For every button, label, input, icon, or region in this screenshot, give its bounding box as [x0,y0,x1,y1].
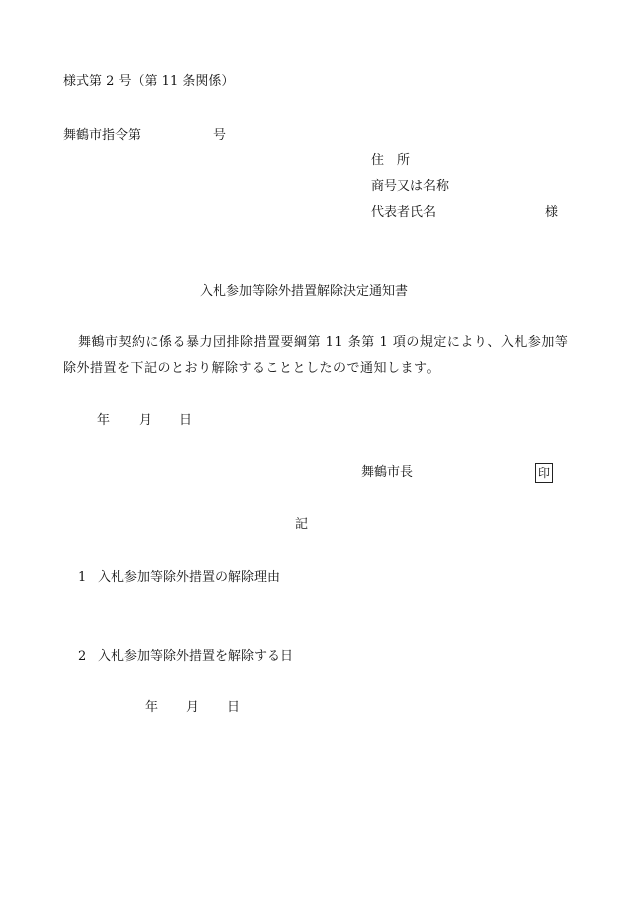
doc-number-prefix: 舞鶴市指令第 [63,128,142,143]
lift-date-day: 日 [227,700,241,715]
doc-number-suffix: 号 [213,128,227,143]
body-line-1: 舞鶴市契約に係る暴力団排除措置要綱第 11 条第 1 項の規定により、入札参加等 [78,335,569,350]
issuer-title: 舞鶴市長 [361,465,414,480]
date-month: 月 [139,413,153,428]
item-2-number: 2 [78,649,87,664]
item-2-label: 入札参加等除外措置を解除する日 [98,649,294,664]
honorific: 様 [545,205,559,220]
ki-heading: 記 [295,517,309,532]
body-line-2: 除外措置を下記のとおり解除することとしたので通知します。 [63,361,440,376]
date-day: 日 [179,413,193,428]
form-header: 様式第 2 号（第 11 条関係） [63,74,235,89]
trade-name-label: 商号又は名称 [371,179,450,194]
seal-mark: 印 [535,463,553,483]
lift-date-year: 年 [145,700,159,715]
item-1-label: 入札参加等除外措置の解除理由 [98,570,281,585]
document-title: 入札参加等除外措置解除決定通知書 [200,284,409,299]
representative-label: 代表者氏名 [371,205,437,220]
address-label: 住 所 [371,153,411,168]
date-year: 年 [97,413,111,428]
item-1-number: 1 [78,570,87,585]
lift-date-month: 月 [186,700,200,715]
